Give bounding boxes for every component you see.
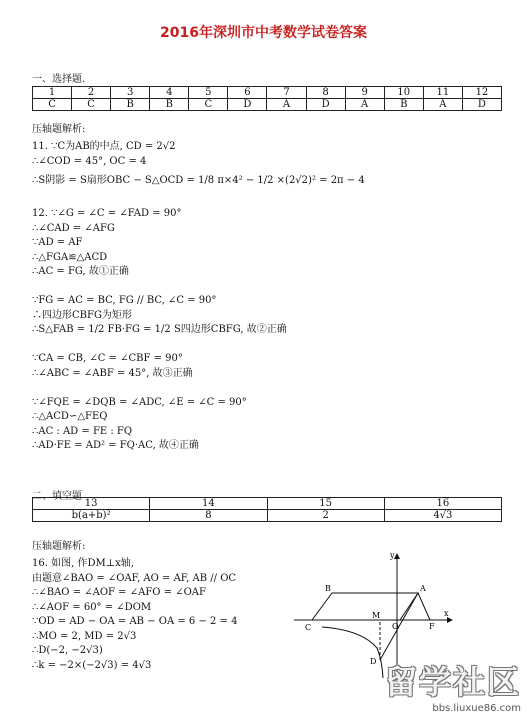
table-cell-answer: b(a+b)² <box>33 510 150 522</box>
table-row-answers <box>33 510 502 522</box>
table-cell-number: 3 <box>111 87 150 99</box>
table-cell-number: 8 <box>306 87 345 99</box>
table-cell-number: 9 <box>345 87 384 99</box>
q12-line: 12. ∵∠G = ∠C = ∠FAD = 90° <box>32 208 182 219</box>
q11-line3: ∴S阴影 = S扇形OBC − S△OCD = 1/8 π×4² − 1/2 ×(2√2)² = 2π − 4 <box>32 175 365 186</box>
table-cell-answer: C <box>72 99 111 111</box>
q12-line: ∴△FGA≌△ACD <box>32 251 108 263</box>
table-cell-number: 5 <box>189 87 228 99</box>
fill-answer-table <box>32 497 502 522</box>
watermark-url: bbs.liuxue86.com <box>432 703 521 714</box>
segment-AD <box>380 593 418 660</box>
table-cell-number: 2 <box>72 87 111 99</box>
label-A: A <box>420 584 426 593</box>
table-row-numbers <box>33 87 502 99</box>
table-cell-answer: C <box>33 99 72 111</box>
watermark-logo-text: 留学社区 <box>384 663 521 701</box>
q12-line: ∴AC = FG, 故①正确 <box>32 266 129 277</box>
table-cell-answer: A <box>345 99 384 111</box>
table-cell-answer: 8 <box>150 510 267 522</box>
table-cell-answer: D <box>462 99 501 111</box>
q16-line: ∴∠AOF = 60° = ∠DOM <box>32 601 152 613</box>
q11-line1: 11. ∵C为AB的中点, CD = 2√2 <box>32 141 176 152</box>
q16-line: 16. 如图, 作DM⊥x轴, <box>32 558 134 569</box>
table-cell-number: 4 <box>150 87 189 99</box>
page-title: 2016年深圳市中考数学试卷答案 <box>160 25 367 41</box>
table-cell-number: 11 <box>423 87 462 99</box>
table-cell-number: 1 <box>33 87 72 99</box>
table-cell-answer: B <box>150 99 189 111</box>
q16-line: ∴MO = 2, MD = 2√3 <box>32 630 137 642</box>
q12-line: ∴AC : AD = FE : FQ <box>32 425 133 437</box>
watermark <box>385 657 521 714</box>
label-C: C <box>305 623 312 632</box>
label-x: x <box>444 609 449 618</box>
table-cell-answer: D <box>306 99 345 111</box>
label-B: B <box>325 584 331 593</box>
table-cell-answer: A <box>267 99 306 111</box>
analysis-label-2: 压轴题解析: <box>32 541 86 552</box>
table-cell-answer: 4√3 <box>384 510 501 522</box>
table-cell-answer: B <box>111 99 150 111</box>
section2-heading: 二、填空题 <box>32 491 82 502</box>
table-cell-number: 7 <box>267 87 306 99</box>
table-cell-number: 13 <box>33 498 150 510</box>
table-cell-number: 6 <box>228 87 267 99</box>
label-O: O <box>392 622 399 631</box>
table-cell-answer: C <box>189 99 228 111</box>
q12-line: ∵AD = AF <box>32 237 83 248</box>
label-D: D <box>370 657 377 666</box>
table-cell-number: 16 <box>384 498 501 510</box>
q12-line: ∴S△FAB = 1/2 FB·FG = 1/2 S四边形CBFG, 故②正确 <box>32 324 287 335</box>
q16-line: ∴D(−2, −2√3) <box>32 645 103 656</box>
segment-AF <box>418 593 430 620</box>
q11-line2: ∴∠COD = 45°, OC = 4 <box>32 156 147 167</box>
q16-line: ∵OD = AD − OA = AB − OA = 6 − 2 = 4 <box>32 616 238 627</box>
q12-line: ∴AD·FE = AD² = FQ·AC, 故④正确 <box>32 440 199 451</box>
q16-line: ∴k = −2×(−2√3) = 4√3 <box>32 659 152 671</box>
q12-line: ∵FG = AC = BC, FG // BC, ∠C = 90° <box>32 295 217 306</box>
table-row-numbers <box>33 498 502 510</box>
q16-line: 由题意∠BAO = ∠OAF, AO = AF, AB // OC <box>32 572 237 584</box>
table-cell-answer: 2 <box>267 510 384 522</box>
table-cell-number: 14 <box>150 498 267 510</box>
choice-answer-table <box>32 86 502 111</box>
q12-line: ∵CA = CB, ∠C = ∠CBF = 90° <box>32 353 183 364</box>
q12-line: ∴四边形CBFG为矩形 <box>32 309 132 321</box>
label-F: F <box>429 622 435 631</box>
analysis-label: 压轴题解析: <box>32 124 86 135</box>
parallelogram <box>312 593 418 620</box>
label-y: y <box>390 551 395 560</box>
hyperbola-branch <box>322 627 383 678</box>
table-row-answers <box>33 99 502 111</box>
table-cell-answer: B <box>384 99 423 111</box>
q12-line: ∴△ACD∽△FEQ <box>32 411 108 422</box>
table-cell-answer: D <box>228 99 267 111</box>
table-cell-number: 10 <box>384 87 423 99</box>
table-cell-number: 15 <box>267 498 384 510</box>
q12-line: ∵∠FQE = ∠DQB = ∠ADC, ∠E = ∠C = 90° <box>32 396 247 408</box>
q12-line: ∴∠CAD = ∠AFG <box>32 222 115 234</box>
section1-heading: 一、选择题. <box>32 74 86 85</box>
q16-line: ∴∠BAO = ∠AOF = ∠AFO = ∠OAF <box>32 587 206 598</box>
label-M: M <box>372 611 381 620</box>
table-cell-number: 12 <box>462 87 501 99</box>
q12-line: ∴∠ABC = ∠ABF = 45°, 故③正确 <box>32 367 193 379</box>
table-cell-answer: A <box>423 99 462 111</box>
